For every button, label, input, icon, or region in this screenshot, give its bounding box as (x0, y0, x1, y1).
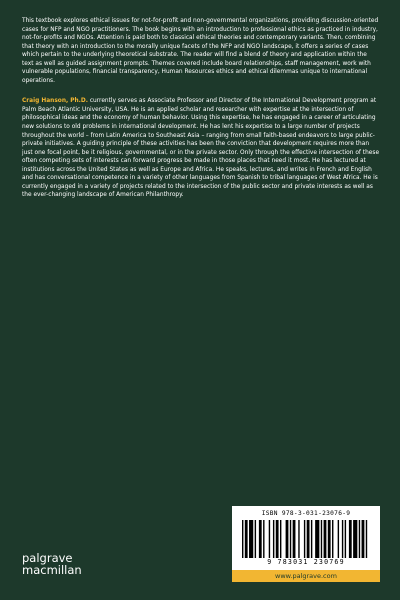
back-cover-text (22, 17, 380, 212)
barcode-image (242, 520, 370, 558)
barcode-bar (255, 520, 256, 558)
author-bio: currently serves as Associate Professor and Director of the International Development program at Palm Beach Atlantic University, USA. He is an applied scholar and researcher with expertise at the intersection of philosophical ideas and the economy of human behavior. Using this expertise, he has engaged in a career of articulating new solutions to old problems in international development. He has lent his expertise to a large number of projects throughout the world – from Latin America to Southeast Asia – ranging from small faith-based endeavors to large public-private initiatives. A guiding principle of these activities has been the conviction that development requires more than just one focal point, be it religious, governmental, or in the private sector. Only through the effective intersection of these often competing sets of interests can forward progress be made in those places that need it most. He has lectured at institutions across the United States as well as Europe and Africa. He speaks, lectures, and writes in French and English and has conversational competence in a variety of other languages from Spanish to tribal languages of West Africa. He is currently engaged in a variety of projects related to the intersection of the public sector and private interests as well as the ever-changing landscape of American Philanthropy. (22, 98, 380, 199)
barcode-bar (286, 520, 289, 558)
barcode-bar (298, 520, 299, 558)
barcode-bar (242, 520, 243, 558)
barcode-bar (280, 520, 281, 558)
barcode-bar (263, 520, 264, 558)
barcode-bar (321, 520, 322, 558)
publisher-logo-line1: palgrave (22, 551, 73, 565)
isbn-label: ISBN 978-3-031-23076-9 (261, 510, 351, 517)
barcode-bar (359, 520, 360, 558)
barcode-bar (273, 520, 274, 558)
barcode-bar (349, 520, 352, 558)
publisher-website[interactable]: www.palgrave.com (232, 570, 380, 582)
barcode-bar (328, 520, 331, 558)
barcode-bar (338, 520, 339, 558)
barcode-bar (290, 520, 291, 558)
barcode-bar (366, 520, 367, 558)
book-description: This textbook explores ethical issues for not-for-profit and non-governmental organizations, providing discussion-oriented cases for NFP and NGO practitioners. The book begins with an introduction to professional ethics as practiced in industry, not-for-profits and NGOs. Attention is paid both to classical ethical theories and contemporary variants. Then, combining that theory with an introduction to the morally unique facets of the NFP and NGO landscape, it offers a series of cases which pertain to the underlying theoretical substrate. The reader will find a blend of theory and application within the text as well as guided assignment prompts. Themes covered include board relationships, staff management, work with vulnerable populations, financial transparency, Human Resources ethics and ethical dilemmas unique to international operations. (22, 18, 379, 84)
barcode-bar (324, 520, 327, 558)
barcode-bar (315, 520, 319, 558)
barcode-bar (362, 520, 365, 558)
barcode-bar (307, 520, 310, 558)
barcode-bar (293, 520, 296, 558)
barcode-bar (276, 520, 279, 558)
author-bio-paragraph (22, 97, 380, 200)
publisher-logo (22, 552, 82, 576)
barcode-bar (345, 520, 346, 558)
barcode-bar (245, 520, 248, 558)
barcode-bar (353, 520, 357, 558)
barcode-bar (304, 520, 305, 558)
barcode-bar (269, 520, 270, 558)
barcode-bar (342, 520, 343, 558)
isbn-barcode-box (232, 506, 380, 570)
publisher-logo-line2: macmillan (22, 563, 82, 577)
author-name: Craig Hanson, Ph.D. (22, 98, 88, 105)
barcode-digits: 9 783031 230769 (267, 558, 345, 566)
barcode-bar (259, 520, 262, 558)
barcode-bar (332, 520, 333, 558)
barcode-bar (311, 520, 312, 558)
barcode-bar (249, 520, 253, 558)
